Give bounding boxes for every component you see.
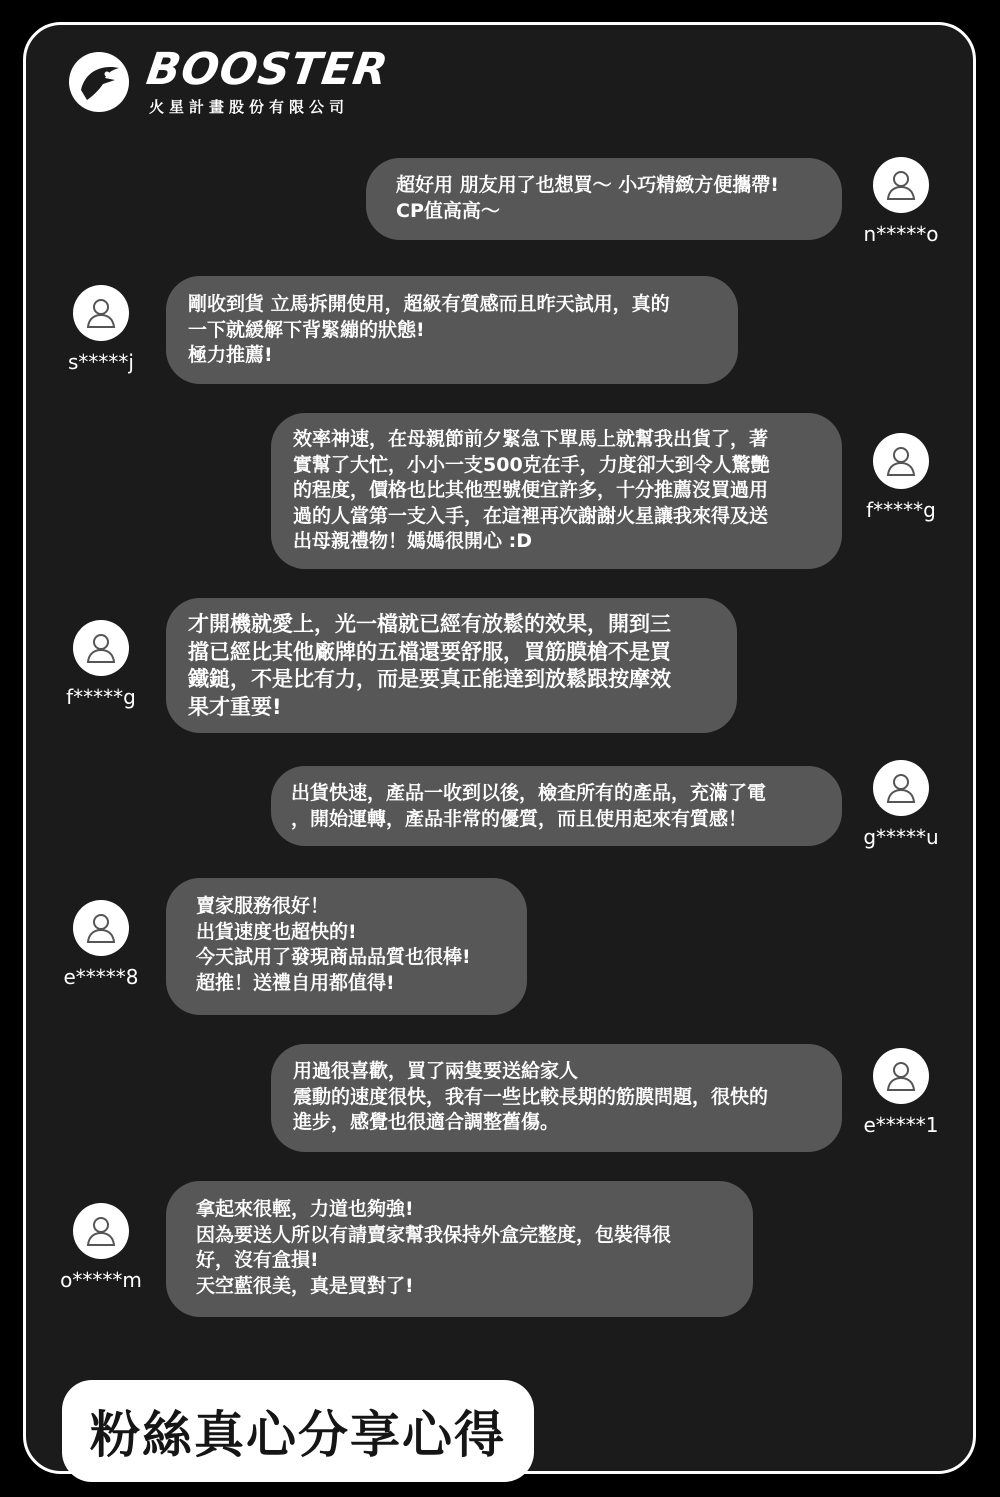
review-text-line: 鐵鎚，不是比有力，而是要真正能達到放鬆跟按摩效 bbox=[188, 667, 671, 691]
banner-title: 粉絲真心分享心得 bbox=[90, 1406, 506, 1464]
user-icon bbox=[84, 1214, 118, 1248]
reviewer-name: o*****m bbox=[60, 1268, 142, 1292]
review-text-line: 出貨速度也超快的! bbox=[196, 920, 357, 943]
review-text-line: 因為要送人所以有請賣家幫我保持外盒完整度，包裝得很 bbox=[196, 1223, 672, 1246]
reviewer-name: e*****8 bbox=[63, 965, 139, 989]
review-text-line: 實幫了大忙，小小一支500克在手，力度卻大到令人驚艷 bbox=[293, 453, 770, 476]
brand-name: BOOSTER bbox=[143, 44, 392, 95]
avatar bbox=[73, 1203, 129, 1259]
review-text-line: 今天試用了發現商品品質也很棒! bbox=[196, 946, 471, 968]
review-text-line: 才開機就愛上，光一檔就已經有放鬆的效果，開到三 bbox=[188, 612, 671, 636]
avatar bbox=[873, 1048, 929, 1104]
review-text-line: 出母親禮物！媽媽很開心 :D bbox=[293, 530, 532, 552]
review-text-line: 效率神速，在母親節前夕緊急下單馬上就幫我出貨了，著 bbox=[293, 428, 769, 450]
reviewer-name: g*****u bbox=[863, 825, 939, 849]
review-text-line: 剛收到貨 立馬拆開使用，超級有質感而且昨天試用，真的 bbox=[188, 293, 670, 315]
review-text-line: 的程度，價格也比其他型號便宜許多，十分推薦沒買過用 bbox=[293, 479, 769, 501]
review-text-line: 果才重要! bbox=[188, 694, 282, 719]
review-bubble bbox=[166, 276, 738, 384]
review-text-line: 天空藍很美，真是買對了! bbox=[196, 1274, 414, 1297]
user-icon bbox=[884, 771, 918, 805]
review-text-line: 好，沒有盒損! bbox=[196, 1249, 319, 1271]
eagle-logo-icon bbox=[67, 50, 131, 114]
avatar bbox=[73, 900, 129, 956]
review-text-line: 拿起來很輕，力道也夠強! bbox=[196, 1198, 414, 1220]
review-text-line: 進步，感覺也很適合調整舊傷。 bbox=[293, 1111, 560, 1133]
review-text-line: 擋已經比其他廠牌的五檔還要舒服，買筋膜槍不是買 bbox=[188, 639, 671, 664]
review-text-line: 一下就緩解下背緊繃的狀態! bbox=[188, 318, 425, 341]
avatar bbox=[873, 433, 929, 489]
reviewer-name: f*****g bbox=[66, 685, 136, 709]
review-text-line: 超好用 朋友用了也想買～ 小巧精緻方便攜帶! bbox=[396, 174, 779, 196]
review-bubble bbox=[271, 413, 842, 569]
review-text-line: 過的人當第一支入手，在這裡再次謝謝火星讓我來得及送 bbox=[293, 504, 769, 527]
reviewer-name: n*****o bbox=[863, 222, 939, 246]
avatar bbox=[73, 620, 129, 676]
avatar bbox=[73, 285, 129, 341]
reviewer-name: s*****j bbox=[68, 350, 134, 374]
fan-review-banner bbox=[62, 1380, 534, 1482]
review-text-line: ，開始運轉，產品非常的優質，而且使用起來有質感！ bbox=[291, 807, 748, 830]
brand-logo bbox=[67, 44, 392, 118]
user-icon bbox=[884, 1059, 918, 1093]
review-text-line: 出貨快速，產品一收到以後，檢查所有的產品，充滿了電 bbox=[291, 782, 767, 804]
review-bubble bbox=[166, 598, 737, 733]
review-text-line: 超推！送禮自用都值得! bbox=[196, 971, 395, 994]
user-icon bbox=[884, 444, 918, 478]
review-bubble bbox=[366, 158, 842, 240]
avatar bbox=[873, 760, 929, 816]
review-text-line: 用過很喜歡，買了兩隻要送給家人 bbox=[293, 1060, 579, 1082]
review-text-line: 賣家服務很好！ bbox=[196, 895, 330, 917]
user-icon bbox=[884, 168, 918, 202]
review-bubble bbox=[271, 766, 842, 846]
user-icon bbox=[84, 911, 118, 945]
user-icon bbox=[84, 631, 118, 665]
user-icon bbox=[84, 296, 118, 330]
brand-subtitle: 火星計畫股份有限公司 bbox=[149, 98, 350, 116]
avatar bbox=[873, 157, 929, 213]
review-text-line: CP值高高～ bbox=[396, 199, 500, 222]
review-text-line: 極力推薦! bbox=[188, 344, 273, 366]
reviewer-name: f*****g bbox=[866, 498, 936, 522]
review-bubble bbox=[271, 1044, 842, 1152]
review-text-line: 震動的速度很快，我有一些比較長期的筋膜問題，很快的 bbox=[293, 1085, 769, 1108]
reviewer-name: e*****1 bbox=[863, 1113, 939, 1137]
review-bubble bbox=[166, 878, 527, 1015]
review-bubble bbox=[166, 1181, 753, 1317]
